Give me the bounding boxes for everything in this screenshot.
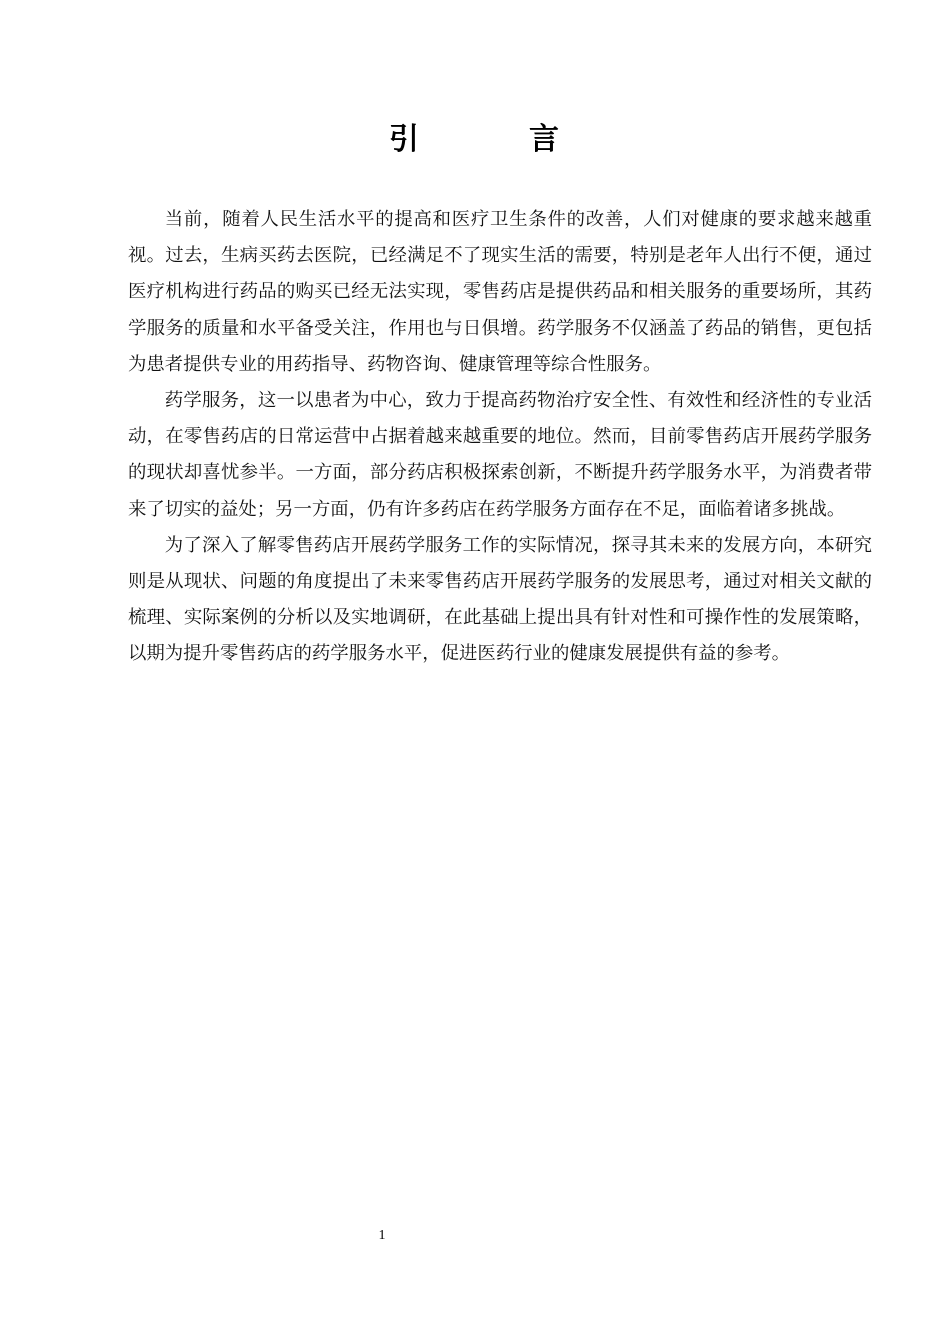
page-title: 引 言 bbox=[389, 122, 599, 157]
paragraph-1: 当前，随着人民生活水平的提高和医疗卫生条件的改善，人们对健康的要求越来越重视。过去，生病买药去医院，已经满足不了现实生活的需要，特别是老年人出行不便，通过医疗机构进行药品的购买已经无法实现，零售药店是提供药品和相关服务的重要场所，其药学服务的质量和水平备受关注，作用也与日俱增。药学服务不仅涵盖了药品的销售，更包括为患者提供专业的用药指导、药物咨询、健康管理等综合性服务。 bbox=[128, 209, 872, 375]
paragraph-2: 药学服务，这一以患者为中心，致力于提高药物治疗安全性、有效性和经济性的专业活动，在零售药店的日常运营中占据着越来越重要的地位。然而，目前零售药店开展药学服务的现状却喜忧参半。一方面，部分药店积极探索创新，不断提升药学服务水平，为消费者带来了切实的益处；另一方面，仍有许多药店在药学服务方面存在不足，面临着诸多挑战。 bbox=[128, 390, 872, 520]
paragraph-3: 为了深入了解零售药店开展药学服务工作的实际情况，探寻其未来的发展方向，本研究则是从现状、问题的角度提出了未来零售药店开展药学服务的发展思考，通过对相关文献的梳理、实际案例的分析以及实地调研，在此基础上提出具有针对性和可操作性的发展策略，以期为提升零售药店的药学服务水平，促进医药行业的健康发展提供有益的参考。 bbox=[128, 534, 872, 665]
page-number: 1 bbox=[378, 1228, 386, 1243]
document-body bbox=[128, 202, 872, 673]
